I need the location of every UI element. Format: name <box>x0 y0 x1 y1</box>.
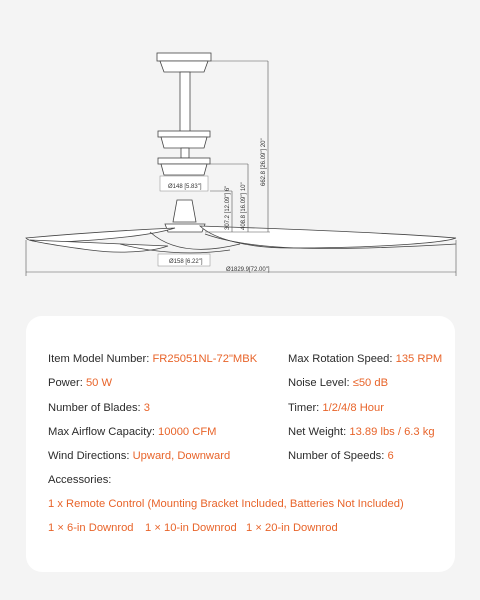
canopy-diameter-label: Ø148 [5.83"] <box>168 184 202 190</box>
spec-rotation-label: Max Rotation Speed: <box>288 353 393 365</box>
spec-rotation <box>288 352 442 366</box>
spec-noise <box>288 376 388 390</box>
spec-blades-label: Number of Blades: <box>48 402 141 414</box>
motor-housing <box>158 131 210 191</box>
spec-blades <box>48 401 150 415</box>
span-diameter-label: Ø1829.9[72.00"] <box>226 267 270 273</box>
downrod-6in-text: 1 × 6-in Downrod <box>48 522 134 534</box>
spec-accessories <box>48 473 111 487</box>
spec-model <box>48 352 257 366</box>
spec-airflow-label: Max Airflow Capacity: <box>48 426 155 438</box>
spec-blades-value: 3 <box>143 402 150 414</box>
spec-speeds-value: 6 <box>387 450 394 462</box>
spec-model-label: Item Model Number: <box>48 353 150 365</box>
downrod-20in <box>246 521 338 535</box>
spec-timer-value: 1/2/4/8 Hour <box>322 402 384 414</box>
height-short-label: 307.2 [12.09"] 6" <box>225 185 231 230</box>
spec-timer-label: Timer: <box>288 402 320 414</box>
spec-airflow-value: 10000 CFM <box>158 426 217 438</box>
height-long-label: 662.8 [26.09"] 20" <box>261 138 267 186</box>
spec-speeds <box>288 449 394 463</box>
spec-accessories-label: Accessories: <box>48 474 112 486</box>
spec-power-value: 50 W <box>85 377 113 389</box>
spec-airflow <box>48 425 217 439</box>
ceiling-canopy <box>157 53 211 72</box>
downrod-10in <box>145 521 237 535</box>
spec-noise-label: Noise Level: <box>288 377 350 389</box>
spec-card <box>26 316 455 572</box>
spec-rotation-value: 135 RPM <box>395 353 443 365</box>
blade-hub <box>165 200 205 232</box>
spec-weight-label: Net Weight: <box>288 426 347 438</box>
spec-wind-label: Wind Directions: <box>48 450 130 462</box>
spec-noise-value: ≤50 dB <box>352 377 389 389</box>
downrod-6in <box>48 521 134 535</box>
spec-wind-value: Upward, Downward <box>132 450 231 462</box>
accessory-remote-text: 1 x Remote Control (Mounting Bracket Included, Batteries Not Included) <box>48 498 404 510</box>
accessory-remote <box>48 497 404 511</box>
spec-power <box>48 376 112 390</box>
spec-weight-value: 13.89 lbs / 6.3 kg <box>349 426 435 438</box>
spec-speeds-label: Number of Speeds: <box>288 450 385 462</box>
hub-diameter-label: Ø158 [6.22"] <box>169 259 203 265</box>
spec-wind <box>48 449 230 463</box>
downrod-10in-text: 1 × 10-in Downrod <box>145 522 237 534</box>
spec-model-value: FR25051NL-72"MBK <box>152 353 258 365</box>
spec-power-label: Power: <box>48 377 83 389</box>
downrod-20in-text: 1 × 20-in Downrod <box>246 522 338 534</box>
downrod <box>180 72 190 134</box>
spec-timer <box>288 401 384 415</box>
spec-weight <box>288 425 435 439</box>
height-mid-label: 408.8 [16.09"] 10" <box>241 182 247 230</box>
